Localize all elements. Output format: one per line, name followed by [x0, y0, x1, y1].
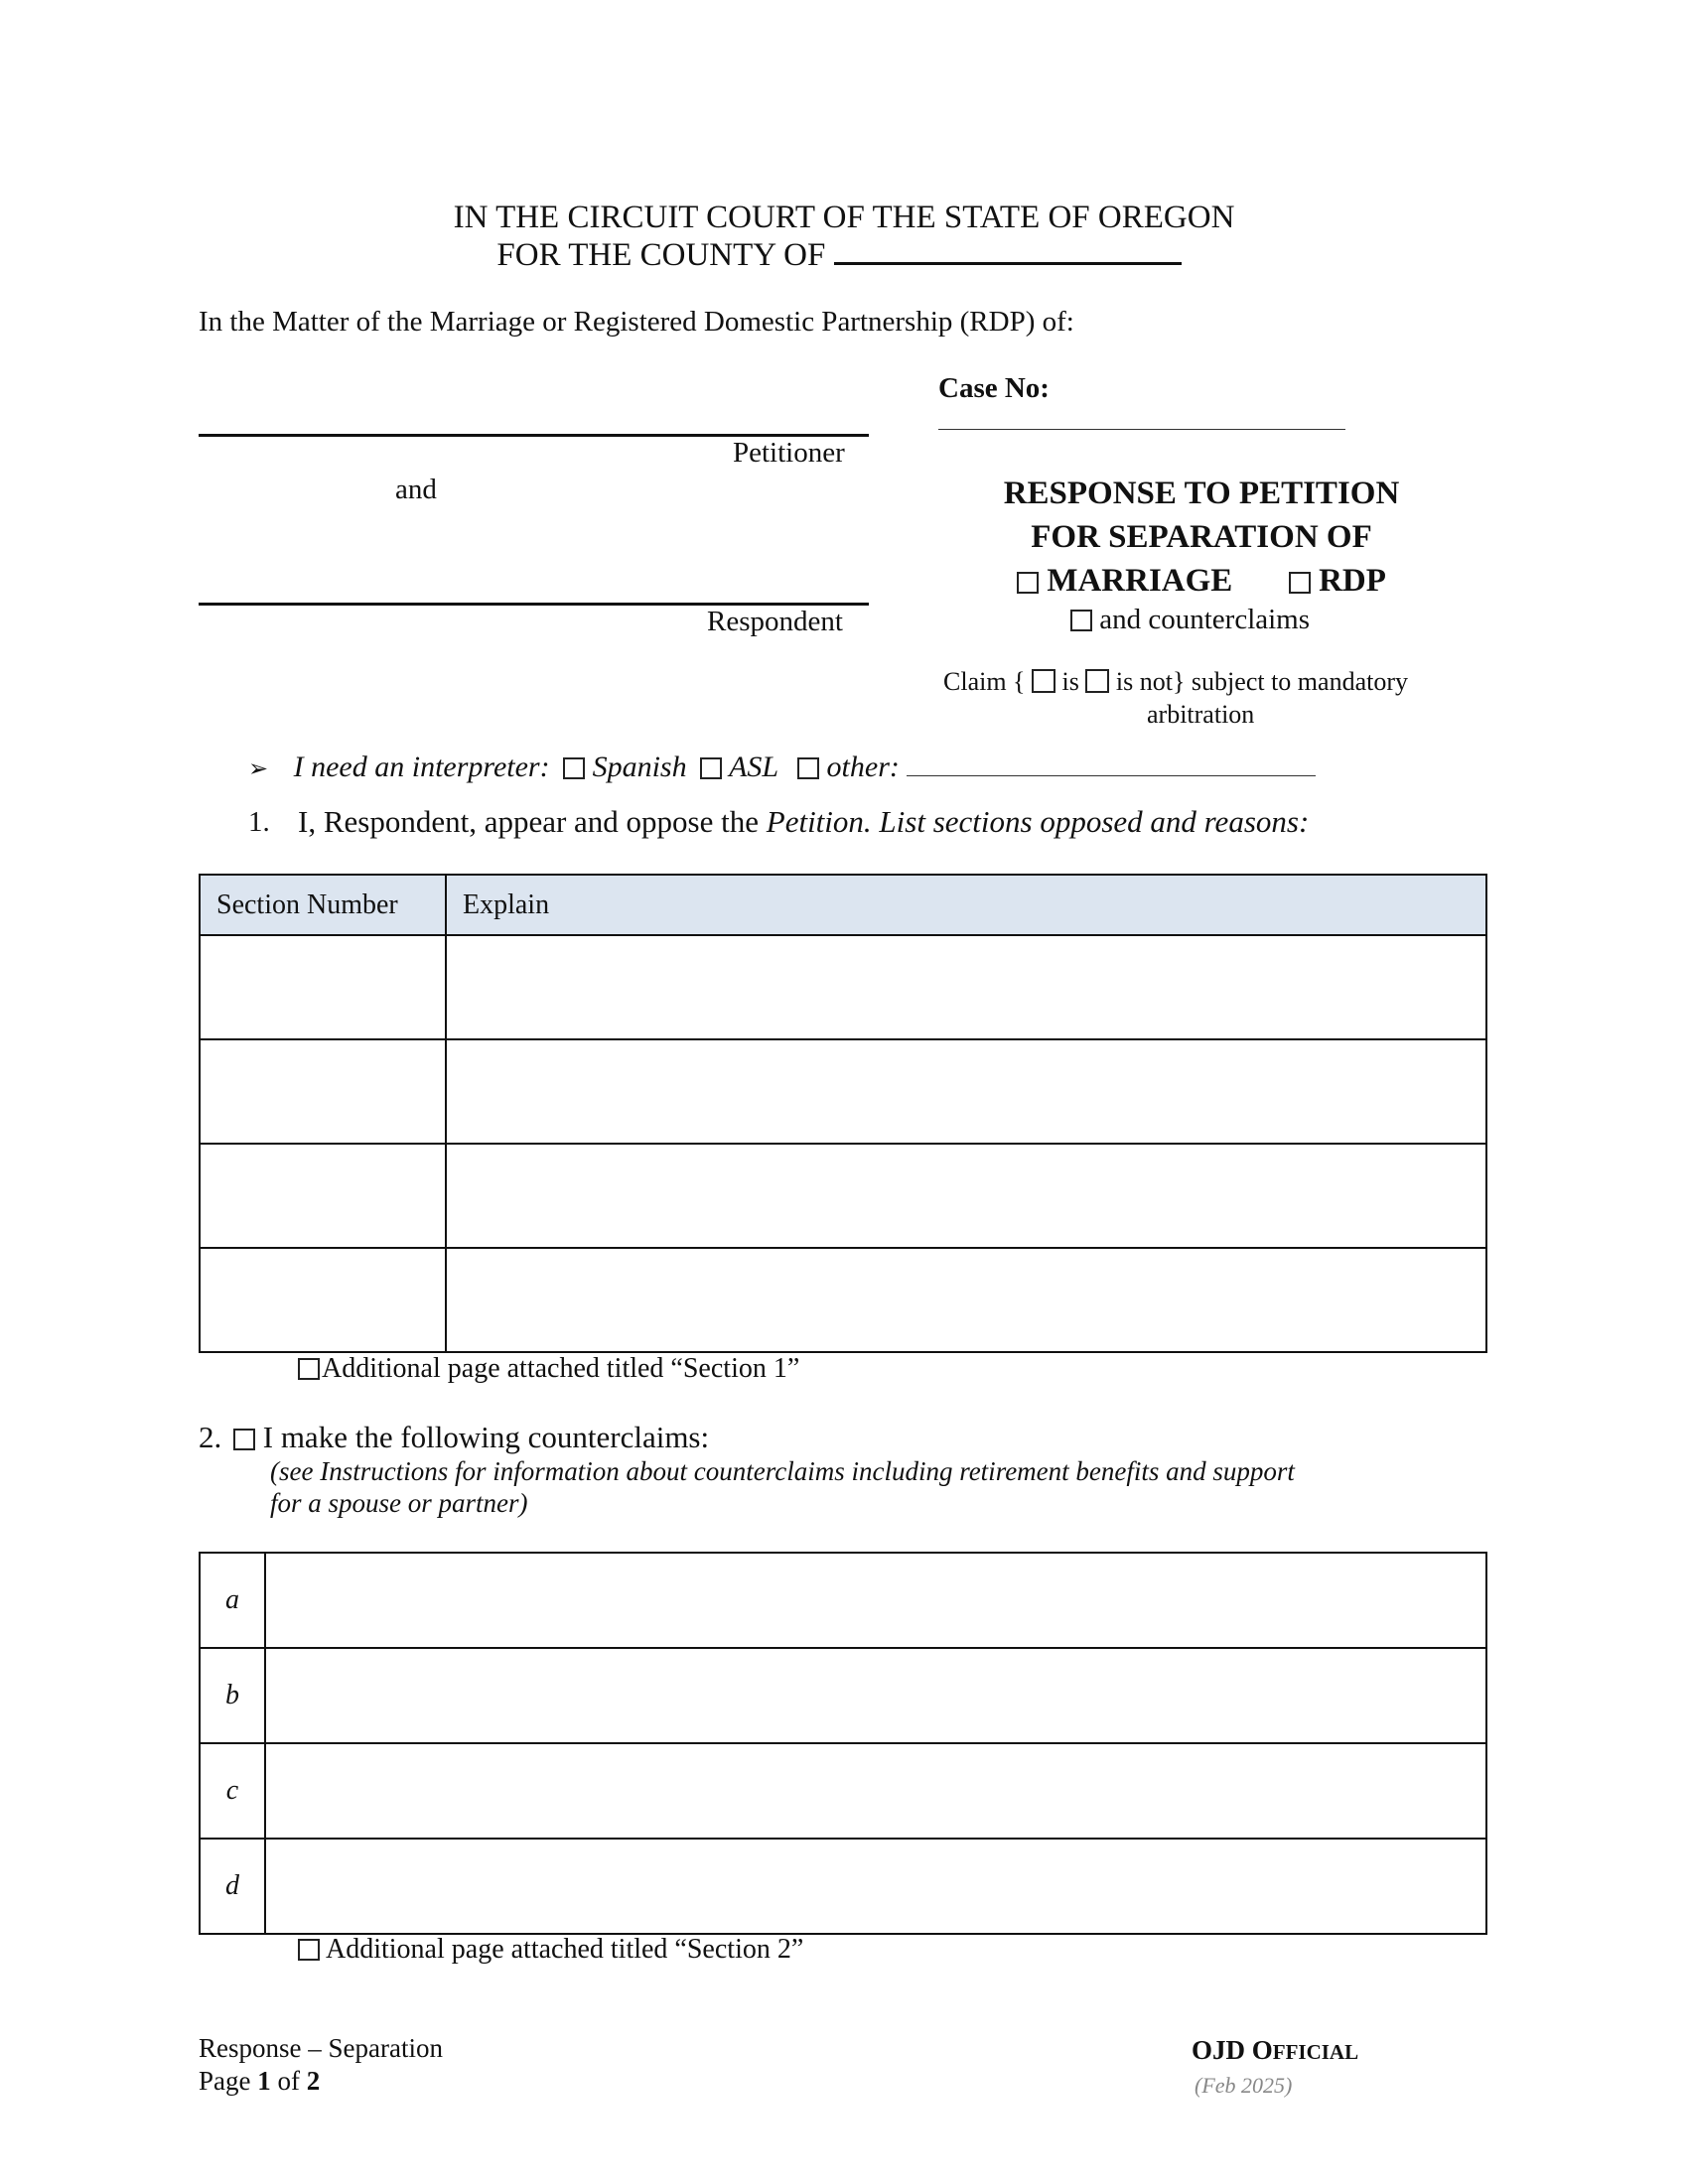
explain-cell[interactable]: [446, 1144, 1486, 1248]
section1-table: [199, 874, 1487, 1353]
section2-additional: [298, 1934, 803, 1966]
explain-cell[interactable]: [446, 1248, 1486, 1352]
rdp-checkbox[interactable]: [1289, 572, 1311, 594]
section2-text: I make the following counterclaims:: [262, 1420, 710, 1454]
marriage-checkbox[interactable]: [1017, 572, 1039, 594]
other-checkbox[interactable]: [797, 757, 819, 779]
counterclaims-option: [1070, 604, 1310, 636]
col-section-number: Section Number: [200, 875, 446, 935]
court-heading: [0, 199, 1688, 274]
table-row: [200, 1248, 1486, 1352]
table-row: [200, 935, 1486, 1039]
footer-left: [199, 2032, 443, 2098]
section2-additional-label: Additional page attached titled “Section 2”: [326, 1934, 804, 1965]
claim-label: Claim {: [943, 667, 1026, 696]
marriage-label: MARRIAGE: [1047, 563, 1233, 599]
other-language-field[interactable]: [907, 751, 1316, 776]
form-title-line-2: FOR SEPARATION OF: [1031, 519, 1372, 555]
and-label: and: [395, 474, 437, 505]
asl-checkbox[interactable]: [700, 757, 722, 779]
section1-text-list: List sections opposed and reasons:: [871, 804, 1310, 839]
section-number-cell[interactable]: [200, 935, 446, 1039]
row-letter: c: [200, 1743, 265, 1839]
counterclaims-label: and counterclaims: [1099, 604, 1311, 635]
counterclaim-cell[interactable]: [265, 1553, 1486, 1648]
section1-text-petition: Petition.: [766, 804, 872, 839]
arbitration-is-checkbox[interactable]: [1032, 669, 1055, 693]
other-label: other:: [826, 751, 900, 783]
ojd-official: [1192, 2035, 1358, 2066]
arrow-bullet-icon: ➢: [248, 754, 269, 782]
arbitration-line-2: arbitration: [1147, 700, 1255, 729]
footer-page: [199, 2065, 443, 2098]
section2-number: 2.: [199, 1420, 222, 1454]
section1-number: 1.: [248, 806, 270, 838]
section1-additional-label: Additional page attached titled “Section 1”: [322, 1353, 800, 1384]
counterclaims-checkbox[interactable]: [1070, 610, 1092, 631]
case-no-field[interactable]: [938, 429, 1345, 430]
section2-note: [270, 1455, 1295, 1519]
case-no-label: Case No:: [938, 372, 1050, 404]
table-row: [200, 1743, 1486, 1839]
interpreter-label: I need an interpreter:: [293, 751, 550, 783]
table-row: [200, 1144, 1486, 1248]
section2-checkbox[interactable]: [233, 1429, 255, 1450]
section1-table-header: [200, 875, 1486, 935]
interpreter-line: [248, 751, 1316, 784]
table-row: [200, 1039, 1486, 1144]
explain-cell[interactable]: [446, 935, 1486, 1039]
arbitration-is-not-label: is not} subject to mandatory: [1115, 667, 1408, 696]
section1-additional: [298, 1353, 799, 1385]
col-explain: Explain: [446, 875, 1486, 935]
counterclaim-cell[interactable]: [265, 1839, 1486, 1934]
page-total: 2: [306, 2066, 321, 2096]
counterclaim-cell[interactable]: [265, 1743, 1486, 1839]
explain-cell[interactable]: [446, 1039, 1486, 1144]
section-number-cell[interactable]: [200, 1039, 446, 1144]
rdp-label: RDP: [1319, 563, 1386, 599]
page-prefix: Page: [199, 2066, 258, 2096]
form-title-line-1: RESPONSE TO PETITION: [1003, 476, 1400, 511]
section-number-cell[interactable]: [200, 1144, 446, 1248]
form-date: (Feb 2025): [1195, 2073, 1293, 2098]
section2-heading: [199, 1420, 709, 1455]
form-title-options: [923, 559, 1479, 603]
ojd-official-main: OJD O: [1192, 2035, 1273, 2065]
table-row: [200, 1553, 1486, 1648]
county-label: FOR THE COUNTY OF: [496, 237, 826, 273]
ojd-official-small: FFICIAL: [1272, 2040, 1359, 2064]
page-of: of: [270, 2066, 307, 2096]
section1-text: [298, 804, 1309, 840]
arbitration-is-label: is: [1061, 667, 1079, 696]
arbitration-is-not-checkbox[interactable]: [1085, 669, 1109, 693]
section1-text-plain: I, Respondent, appear and oppose the: [298, 804, 767, 839]
counterclaims-table: [199, 1552, 1487, 1935]
page-current: 1: [257, 2066, 271, 2096]
matter-intro: In the Matter of the Marriage or Registered Domestic Partnership (RDP) of:: [199, 306, 1074, 338]
row-letter: d: [200, 1839, 265, 1934]
petitioner-label: Petitioner: [733, 437, 845, 469]
counterclaim-cell[interactable]: [265, 1648, 1486, 1743]
spanish-checkbox[interactable]: [563, 757, 585, 779]
spanish-label: Spanish: [592, 751, 687, 783]
section2-note-line-1: (see Instructions for information about counterclaims including retirement benefits and support: [270, 1456, 1295, 1486]
section-number-cell[interactable]: [200, 1248, 446, 1352]
form-title: [923, 472, 1479, 603]
table-row: [200, 1648, 1486, 1743]
court-line-2: [0, 236, 1688, 274]
respondent-label: Respondent: [707, 606, 843, 637]
row-letter: b: [200, 1648, 265, 1743]
section1-additional-checkbox[interactable]: [298, 1358, 320, 1380]
footer-title: Response – Separation: [199, 2033, 443, 2063]
table-row: [200, 1839, 1486, 1934]
arbitration-line: [943, 667, 1408, 697]
section2-note-line-2: for a spouse or partner): [270, 1488, 528, 1518]
row-letter: a: [200, 1553, 265, 1648]
section2-additional-checkbox[interactable]: [298, 1939, 320, 1961]
county-field[interactable]: [834, 236, 1182, 265]
court-line-1: IN THE CIRCUIT COURT OF THE STATE OF OREGON: [453, 200, 1235, 235]
asl-label: ASL: [729, 751, 778, 783]
